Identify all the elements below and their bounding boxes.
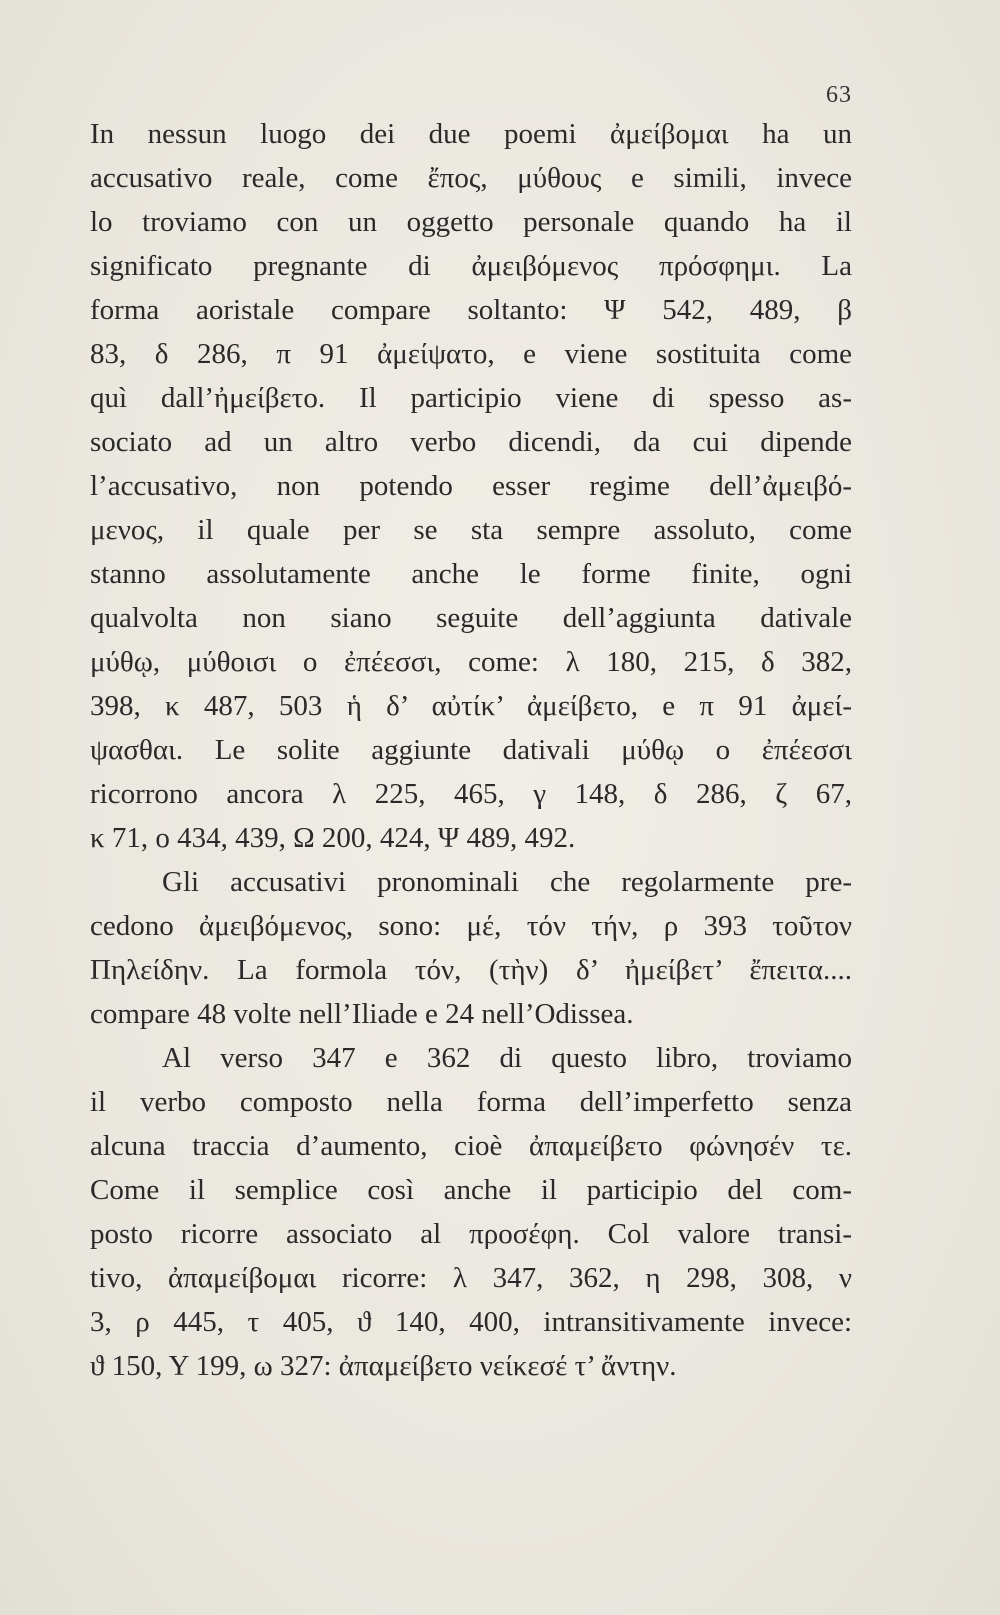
text-line-21: compare 48 volte nell’Iliade e 24 nell’Odissea. (90, 998, 634, 1030)
text-line-27: tivo, ἀπαμείβομαι ricorre: λ 347, 362, η 298, 308, ν (90, 1262, 852, 1294)
text-line-20: Πηλείδην. La formola τόν, (τὴν) δ’ ἠμείβετ’ ἔπειτα.... (90, 954, 852, 986)
text-line-8: sociato ad un altro verbo dicendi, da cui dipende (90, 426, 852, 458)
text-line-29: ϑ 150, Υ 199, ω 327: ἀπαμείβετο νείκεσέ τ’ ἄντην. (90, 1350, 677, 1382)
text-line-7: quì dall’ἠμείβετο. Il participio viene di spesso as- (90, 382, 852, 414)
text-line-23: il verbo composto nella forma dell’imperfetto senza (90, 1086, 852, 1118)
text-line-25: Come il semplice così anche il participio del com- (90, 1174, 852, 1206)
text-line-1: In nessun luogo dei due poemi ἀμείβομαι ha un (90, 118, 852, 150)
text-line-26: posto ricorre associato al προσέφη. Col valore transi- (90, 1218, 852, 1250)
text-line-9: l’accusativo, non potendo esser regime dell’ἀμειβό- (90, 470, 852, 502)
text-line-3: lo troviamo con un oggetto personale quando ha il (90, 206, 852, 238)
text-line-17: κ 71, ο 434, 439, Ω 200, 424, Ψ 489, 492. (90, 822, 576, 854)
text-line-28: 3, ρ 445, τ 405, ϑ 140, 400, intransitivamente invece: (90, 1306, 852, 1338)
text-line-4: significato pregnante di ἀμειβόμενος πρόσφημι. La (90, 250, 852, 282)
text-line-18: Gli accusativi pronominali che regolarmente pre- (162, 866, 852, 898)
text-line-16: ricorrono ancora λ 225, 465, γ 148, δ 286, ζ 67, (90, 778, 852, 810)
text-line-19: cedono ἀμειβόμενος, sono: μέ, τόν τήν, ρ 393 τοῦτον (90, 910, 852, 942)
text-line-12: qualvolta non siano seguite dell’aggiunta dativale (90, 602, 852, 634)
page-number: 63 (826, 82, 852, 108)
text-line-24: alcuna traccia d’aumento, cioè ἀπαμείβετο φώνησέν τε. (90, 1130, 852, 1162)
text-line-5: forma aoristale compare soltanto: Ψ 542, 489, β (90, 294, 852, 326)
text-line-10: μενος, il quale per se sta sempre assoluto, come (90, 514, 852, 546)
body-text (90, 112, 852, 1388)
text-line-6: 83, δ 286, π 91 ἀμείψατο, e viene sostituita come (90, 338, 852, 370)
text-line-15: ψασθαι. Le solite aggiunte dativali μύθῳ o ἐπέεσσι (90, 734, 852, 766)
text-line-14: 398, κ 487, 503 ἡ δ’ αὐτίκ’ ἀμείβετο, e π 91 ἀμεί- (90, 690, 852, 722)
text-line-22: Al verso 347 e 362 di questo libro, troviamo (162, 1042, 852, 1074)
text-line-2: accusativo reale, come ἔπος, μύθους e simili, invece (90, 162, 852, 194)
text-line-13: μύθῳ, μύθοισι o ἐπέεσσι, come: λ 180, 215, δ 382, (90, 646, 852, 678)
text-line-11: stanno assolutamente anche le forme finite, ogni (90, 558, 852, 590)
